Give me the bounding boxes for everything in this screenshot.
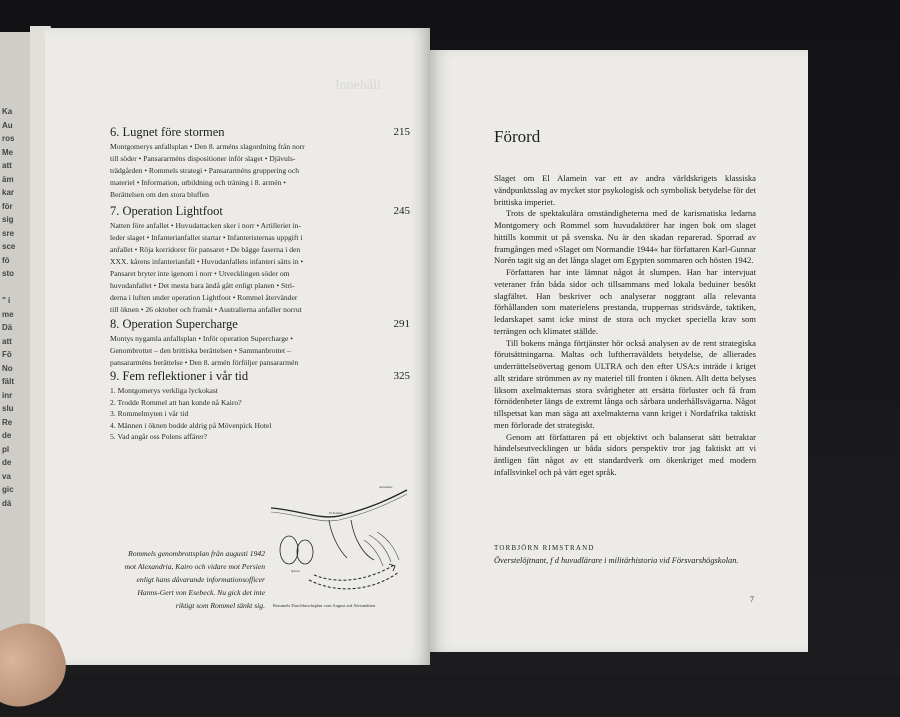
toc-line: 1. Montgomerys verkliga lyckokast [110, 386, 218, 395]
map-caption-small: Rommels Durchbruchsplan vom August auf Alexandrien [273, 603, 376, 608]
toc-line: pansararméns berättelse • Den 8. armén förföljer pansararmén [110, 358, 299, 367]
toc-line: 5. Vad angår oss Polens affärer? [110, 432, 208, 441]
page-number: 7 [750, 595, 754, 604]
toc-entry-9 [110, 369, 410, 443]
left-page [45, 28, 430, 665]
toc-page-number: 215 [393, 126, 410, 138]
toc-line: XXX. kårens infanterianfall • Huvudanfallets infanteri sätts in • [110, 257, 304, 266]
previous-page-bleed-text: Ka Au ros Me att äm kar för sig sre sce fö sto " i me Dä att Fö No fält inr slu Re de pl de va gic dä [2, 107, 16, 508]
toc-line: 2. Trodde Rommel att han kunde nå Kairo? [110, 397, 242, 407]
toc-line: Montys nygamla anfallsplan • Inför operation Supercharge • [110, 334, 293, 343]
caption-line: riktigt som Rommel tänkt sig. [175, 601, 265, 610]
toc-page-number: 325 [393, 370, 410, 382]
toc-line: derna i luften under operation Lightfoot • Rommel återvänder [110, 293, 298, 302]
toc-line: Montgomerys anfallsplan • Den 8. arméns slagordning från norr [110, 142, 305, 151]
toc-line: materiel • Information, utbildning och träning i 8. armén • [110, 178, 286, 187]
toc-line: 3. Rommelmyten i vår tid [110, 409, 189, 418]
toc-line: Berättelsen om den stora bluffen [110, 190, 209, 199]
toc-line: 4. Männen i öknen bodde aldrig på Mövenpick Hotel [110, 420, 272, 430]
map-caption [105, 547, 265, 612]
paragraph: Genom att författaren på ett objektivt och balanserat sätt betraktar händelseutvecklingen ur båda sidors perspektiv tror jag faktiskt att vi äntligen fått något av ett standardverk om ökenkriget med modern infallsvinkel och på värt eget språk. [494, 431, 756, 477]
toc-line: Genombrottet – den brittiska berättelsen • Sammanbrottet – [110, 346, 291, 355]
toc-entry-7 [110, 204, 410, 316]
paragraph: Författaren har inte lämnat något åt slumpen. Han har intervjuat veteraner från båda sidor och tillsammans med lokala beduiner besökt slagfältet. Han beskriver och analyserar noggrant alla relevanta förhållanden som materielens prestanda, truppernas stridsvärde, taktiken, ledarskapet samt icke minst de stora och mycket speciella krav som terrängen och klimatet ställde. [494, 267, 756, 336]
paragraph: Till bokens många förtjänster hör också analysen av de rent strategiska förutsättningarna. Maltas och luftherraväldets betydelse, de allierades underrättelseövertag genom ULTRA och den efter USA:s inträde i kriget allt stridare strömmen av ny materiel till fronten i öknen. Allt detta belyses liksom axelmakternas stora svårigheter att ersätta förluster och få fram förnödenheter längs de extremt långa och sårbara underhållsvägarna. Något tillspetsat kan man säga att axelmakterna vann kriget i Nordafrika taktiskt men förlorade det strategiskt. [494, 337, 756, 430]
right-page [430, 50, 808, 652]
toc-line: Natten före anfallet • Huvudattacken sker i norr • Artilleriet in- [110, 221, 301, 230]
caption-line: enligt hans dåvarande informationsofficer [136, 575, 265, 584]
toc-line: leder slaget • Infanterianfallet startar • Infanteristernas uppgift i [110, 233, 303, 242]
toc-line: trädgården • Rommels strategi • Pansararméns gruppering och [110, 166, 299, 175]
toc-title: 7. Operation Lightfoot [110, 204, 223, 218]
toc-line: till öknen • 26 oktober och framåt • Australierna anfaller norrut [110, 305, 302, 314]
toc-entry-8 [110, 317, 410, 369]
toc-page-number: 245 [393, 205, 410, 217]
signature-name: TORBJÖRN RIMSTRAND [494, 544, 595, 552]
toc-title: 9. Fem reflektioner i vår tid [110, 369, 249, 383]
page-title: Förord [494, 127, 541, 146]
signature-role: Överstelöjtnant, f d huvudlärare i militärhistoria vid Försvarshögskolan. [494, 556, 739, 565]
toc-line: huvudanfallet • Det mesta bara ändå gått enligt planen • Stri- [110, 281, 295, 290]
caption-line: Hanns-Gert von Esebeck. Nu gick det inte [137, 588, 265, 597]
toc-title: 8. Operation Supercharge [110, 317, 238, 331]
toc-line: till söder • Pansararméns dispositioner inför slaget • Djävuls- [110, 154, 296, 163]
svg-text:El Alamein: El Alamein [329, 511, 343, 515]
toc-line: Pansaret bryter inte igenom i norr • Utvecklingen söder om [110, 269, 290, 278]
rommel-breakthrough-map [269, 480, 411, 610]
foreword-body [494, 173, 756, 479]
toc-entry-6 [110, 125, 410, 201]
caption-line: mot Alexandria, Kairo och vidare mot Persien [124, 562, 265, 571]
toc-title: 6. Lugnet före stormen [110, 125, 225, 139]
svg-text:Qattara: Qattara [291, 569, 300, 573]
svg-text:Alexandria: Alexandria [379, 485, 393, 489]
show-through-text: Innehåll [335, 78, 381, 93]
caption-line: Rommels genombrottsplan från augusti 1942 [128, 549, 265, 558]
toc-line: anfallet • Röja korridorer för pansaret • De bägge faserna i den [110, 245, 301, 254]
paragraph: Trots de spektakulära omständigheterna med de karismatiska ledarna Montgomery och Rommel som huvudaktörer har ingen bok om slaget hittills kommit ut på svenska. Nu är den skadan reparerad. Sporrad av framgången med »Slaget om Normandie 1944« har författaren Karl-Gunnar Norén tagit sig an det långa slaget om Egypten sommaren och hösten 1942. [494, 208, 756, 266]
paragraph: Slaget om El Alamein var ett av andra världskrigets klassiska vändpunktsslag av mycket stor psykologisk och symbolisk betydelse för det brittiska imperiet. [494, 173, 756, 207]
toc-page-number: 291 [393, 318, 410, 330]
